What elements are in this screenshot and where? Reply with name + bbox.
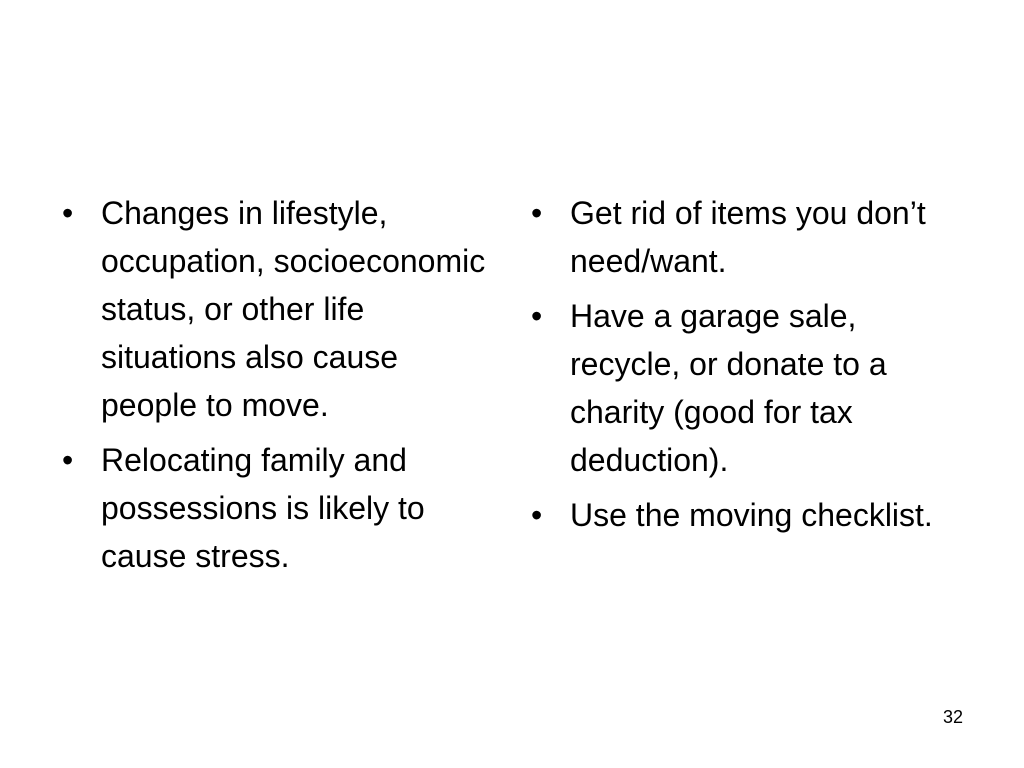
slide-number: 32 [942, 707, 963, 727]
bullet-text: Get rid of items you don’t need/want. [570, 195, 926, 279]
bullet-icon: • [531, 298, 543, 334]
bullet-icon: • [62, 442, 74, 478]
bullet-icon: • [531, 497, 543, 533]
bullet-item [62, 436, 502, 580]
bullet-icon: • [62, 195, 74, 231]
bullet-item [531, 292, 971, 484]
bullet-item [531, 189, 971, 285]
bullet-text: Have a garage sale, recycle, or donate to a charity (good for tax deduction). [570, 298, 887, 478]
right-bullet-list [531, 189, 971, 546]
bullet-text: Use the moving checklist. [570, 497, 933, 533]
bullet-text: Relocating family and possessions is likely to cause stress. [101, 442, 425, 574]
bullet-icon: • [531, 195, 543, 231]
bullet-item [531, 491, 971, 539]
left-bullet-list [62, 189, 502, 587]
bullet-item [62, 189, 502, 429]
bullet-text: Changes in lifestyle, occupation, socioeconomic status, or other life situations also cause people to move. [101, 195, 486, 423]
